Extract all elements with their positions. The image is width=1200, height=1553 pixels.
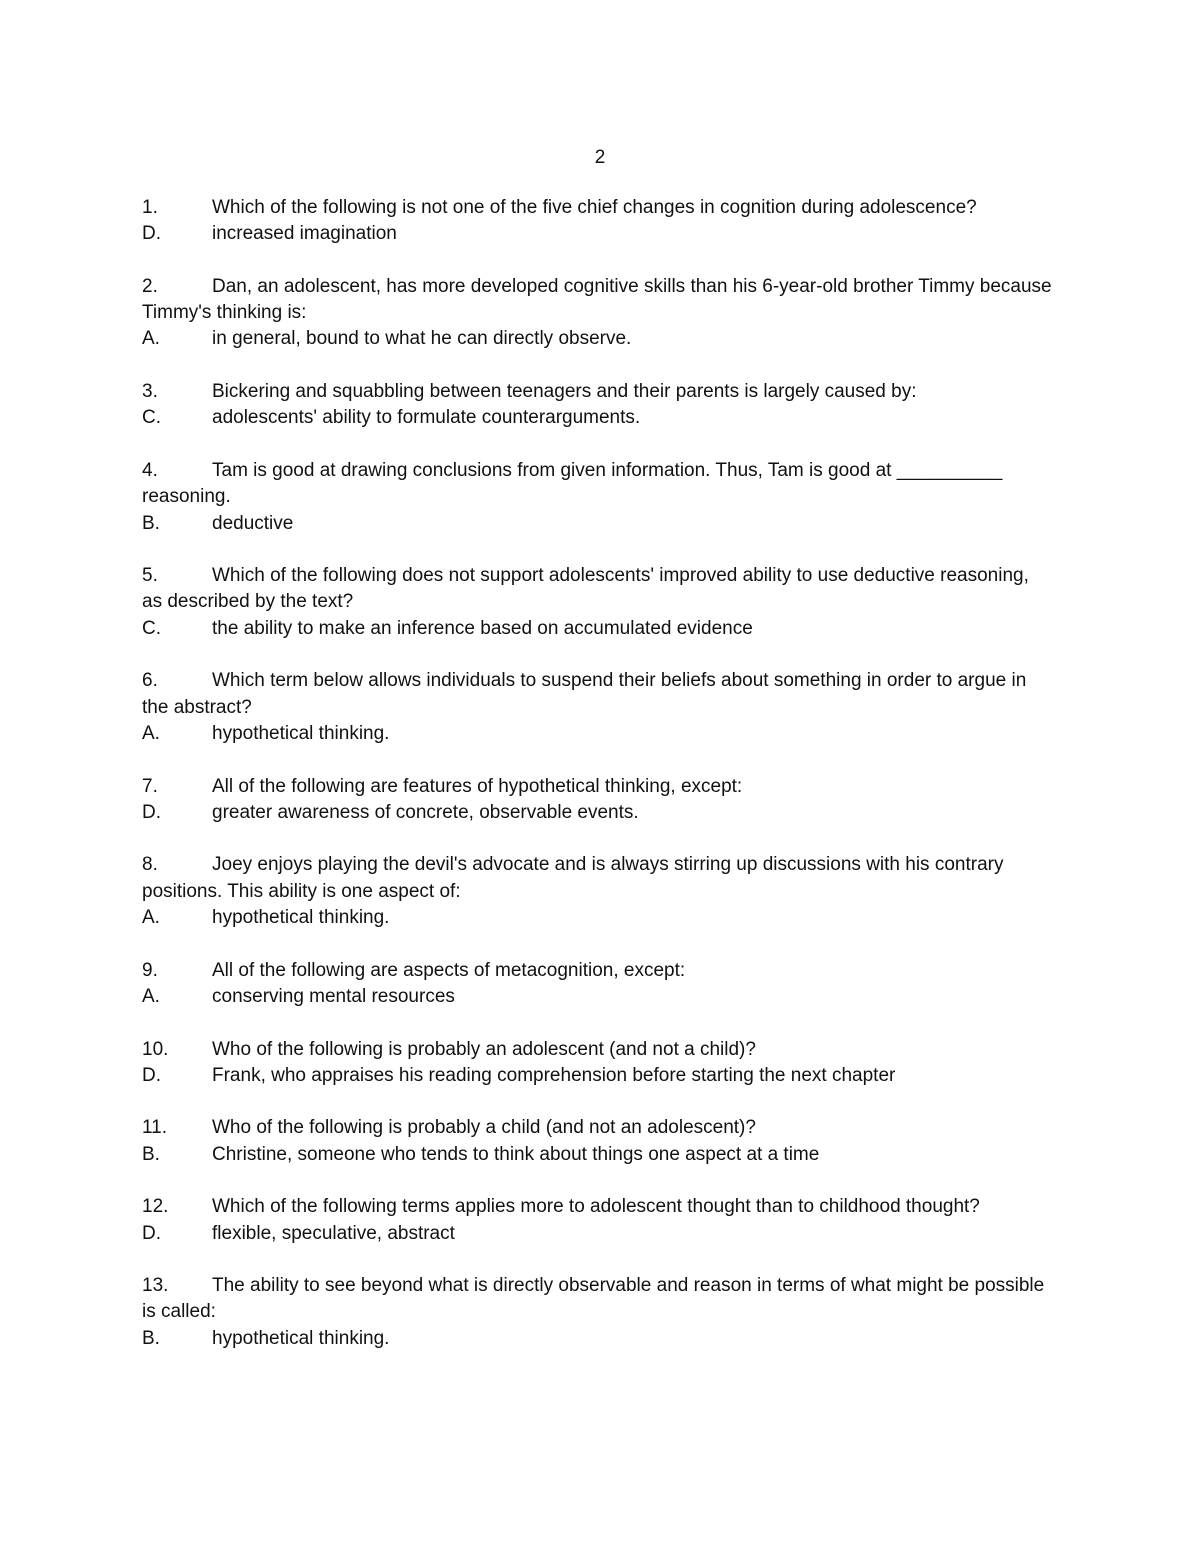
question-list bbox=[142, 195, 1052, 1378]
answer-letter: A. bbox=[142, 328, 160, 350]
answer-line bbox=[142, 616, 1052, 642]
answer-line bbox=[142, 1063, 1052, 1089]
question-number: 6. bbox=[142, 670, 158, 692]
question-item bbox=[142, 1037, 1052, 1090]
question-stem bbox=[142, 1037, 1052, 1063]
question-number: 2. bbox=[142, 275, 158, 297]
question-item bbox=[142, 274, 1052, 353]
question-number: 13. bbox=[142, 1275, 169, 1297]
answer-letter: C. bbox=[142, 407, 161, 429]
question-number: 9. bbox=[142, 959, 158, 981]
answer-letter: C. bbox=[142, 617, 161, 639]
question-item bbox=[142, 1194, 1052, 1247]
answer-letter: D. bbox=[142, 223, 161, 245]
answer-letter: A. bbox=[142, 907, 160, 929]
question-text: Who of the following is probably a child (and not an adolescent)? bbox=[212, 1117, 756, 1139]
question-stem bbox=[142, 563, 1052, 616]
answer-line bbox=[142, 221, 1052, 247]
answer-line bbox=[142, 800, 1052, 826]
answer-line bbox=[142, 1142, 1052, 1168]
question-number: 5. bbox=[142, 565, 158, 587]
answer-text: Christine, someone who tends to think about things one aspect at a time bbox=[212, 1143, 820, 1165]
answer-letter: D. bbox=[142, 1064, 161, 1086]
question-stem bbox=[142, 379, 1052, 405]
answer-text: adolescents' ability to formulate counterarguments. bbox=[212, 407, 641, 429]
question-stem bbox=[142, 1194, 1052, 1220]
question-item bbox=[142, 852, 1052, 931]
question-number: 4. bbox=[142, 459, 158, 481]
answer-line bbox=[142, 511, 1052, 537]
answer-line bbox=[142, 326, 1052, 352]
page-number: 2 bbox=[594, 147, 606, 168]
answer-letter: B. bbox=[142, 1327, 160, 1349]
answer-text: in general, bound to what he can directly observe. bbox=[212, 328, 632, 350]
answer-line bbox=[142, 405, 1052, 431]
question-text: Which term below allows individuals to suspend their beliefs about something in order to argue in the abstract? bbox=[142, 670, 1027, 718]
question-item bbox=[142, 774, 1052, 827]
question-text: Bickering and squabbling between teenagers and their parents is largely caused by: bbox=[212, 381, 917, 403]
question-stem bbox=[142, 274, 1052, 327]
answer-text: deductive bbox=[212, 512, 294, 534]
answer-letter: B. bbox=[142, 512, 160, 534]
question-number: 7. bbox=[142, 775, 158, 797]
question-text: Tam is good at drawing conclusions from given information. Thus, Tam is good at __________ reasoning. bbox=[142, 459, 1003, 508]
question-stem bbox=[142, 774, 1052, 800]
question-text: All of the following are features of hypothetical thinking, except: bbox=[212, 775, 743, 797]
answer-letter: A. bbox=[142, 722, 160, 744]
answer-line bbox=[142, 721, 1052, 747]
answer-text: flexible, speculative, abstract bbox=[212, 1222, 455, 1244]
answer-text: Frank, who appraises his reading comprehension before starting the next chapter bbox=[212, 1064, 896, 1086]
question-number: 1. bbox=[142, 197, 158, 218]
answer-line bbox=[142, 984, 1052, 1010]
question-stem bbox=[142, 668, 1052, 721]
answer-text: increased imagination bbox=[212, 223, 397, 245]
question-item bbox=[142, 1273, 1052, 1352]
question-text: Which of the following does not support adolescents' improved ability to use deductive reasoning, as described by the text? bbox=[142, 565, 1029, 613]
question-text: Which of the following is not one of the five chief changes in cognition during adolescence? bbox=[212, 197, 977, 218]
answer-line bbox=[142, 1326, 1052, 1352]
question-item bbox=[142, 668, 1052, 747]
answer-text: greater awareness of concrete, observable events. bbox=[212, 801, 639, 823]
answer-letter: B. bbox=[142, 1143, 160, 1165]
answer-line bbox=[142, 905, 1052, 931]
question-text: All of the following are aspects of metacognition, except: bbox=[212, 959, 686, 981]
answer-letter: A. bbox=[142, 985, 160, 1007]
question-text: Dan, an adolescent, has more developed cognitive skills than his 6-year-old brother Timmy because Timmy's thinking is: bbox=[142, 275, 1052, 324]
question-item bbox=[142, 563, 1052, 642]
question-number: 10. bbox=[142, 1038, 169, 1060]
answer-text: conserving mental resources bbox=[212, 985, 455, 1007]
question-item bbox=[142, 379, 1052, 432]
question-text: The ability to see beyond what is directly observable and reason in terms of what might be possible is called: bbox=[142, 1275, 1045, 1323]
question-stem bbox=[142, 852, 1052, 905]
question-item bbox=[142, 195, 1052, 248]
answer-line bbox=[142, 1221, 1052, 1247]
answer-letter: D. bbox=[142, 1222, 161, 1244]
question-stem bbox=[142, 458, 1052, 511]
question-text: Joey enjoys playing the devil's advocate and is always stirring up discussions with his contrary positions. This ability is one aspect of: bbox=[142, 854, 1004, 902]
question-number: 8. bbox=[142, 854, 158, 876]
question-stem bbox=[142, 958, 1052, 984]
question-item bbox=[142, 1115, 1052, 1168]
question-number: 12. bbox=[142, 1196, 169, 1218]
answer-text: hypothetical thinking. bbox=[212, 907, 390, 929]
question-text: Which of the following terms applies more to adolescent thought than to childhood thought? bbox=[212, 1196, 980, 1218]
question-item bbox=[142, 958, 1052, 1011]
question-item bbox=[142, 458, 1052, 537]
question-text: Who of the following is probably an adolescent (and not a child)? bbox=[212, 1038, 756, 1060]
question-number: 11. bbox=[142, 1117, 168, 1139]
answer-text: the ability to make an inference based on accumulated evidence bbox=[212, 617, 753, 639]
question-stem bbox=[142, 1273, 1052, 1326]
question-stem bbox=[142, 195, 1052, 221]
answer-text: hypothetical thinking. bbox=[212, 1327, 390, 1349]
question-stem bbox=[142, 1115, 1052, 1141]
question-number: 3. bbox=[142, 381, 158, 403]
answer-letter: D. bbox=[142, 801, 161, 823]
answer-text: hypothetical thinking. bbox=[212, 722, 390, 744]
